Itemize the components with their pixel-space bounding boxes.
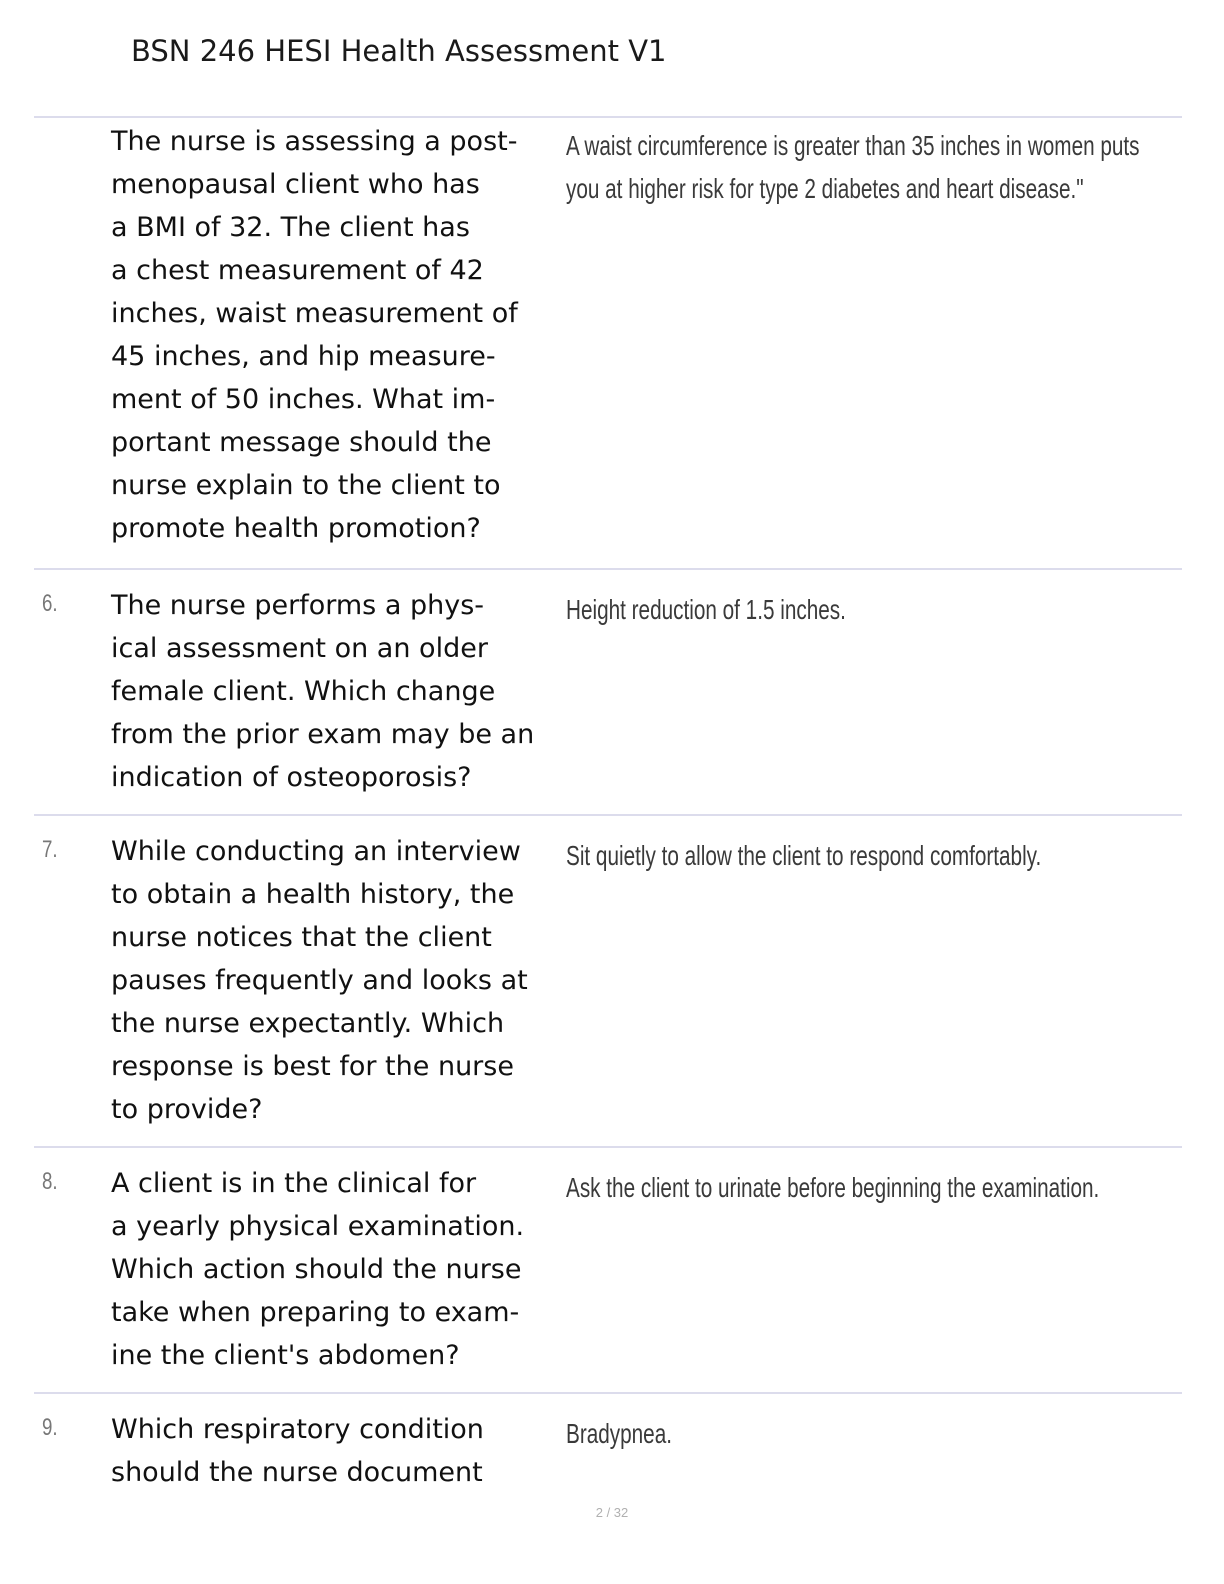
answer-text: Bradypnea.	[566, 1418, 672, 1449]
answer-text: Height reduction of 1.5 inches.	[566, 594, 846, 625]
question-number: 7.	[42, 836, 58, 863]
qa-row	[34, 814, 1182, 1146]
question-number: 8.	[42, 1168, 58, 1195]
qa-row	[34, 1146, 1182, 1392]
question-text: The nurse performs a phys- ical assessment on an older female client. Which change from the prior exam may be an indication of osteoporosis?	[111, 590, 535, 793]
qa-row	[34, 568, 1182, 814]
question-answer-table	[34, 116, 1182, 1552]
answer-text: A waist circumference is greater than 35 inches in women puts you at higher risk for type 2 diabetes and heart disease."	[566, 130, 1140, 204]
answer-text: Sit quietly to allow the client to respond comfortably.	[566, 840, 1042, 871]
question-text: Which respiratory condition should the nurse document	[111, 1414, 484, 1488]
question-number: 9.	[42, 1414, 58, 1441]
question-text: The nurse is assessing a post- menopausal client who has a BMI of 32. The client has a chest measurement of 42 inches, waist measurement of 45 inches, and hip measure- ment of 50 inches. What im- portant message should the nurse explain to the client to promote health promotion?	[111, 126, 518, 544]
question-text: While conducting an interview to obtain a health history, the nurse notices that the client pauses frequently and looks at the nurse expectantly. Which response is best for the nurse to provide?	[111, 836, 528, 1125]
document-title: BSN 246 HESI Health Assessment V1	[131, 34, 667, 68]
question-text: A client is in the clinical for a yearly physical examination. Which action should the nurse take when preparing to exam- ine the client's abdomen?	[111, 1168, 525, 1371]
question-number: 6.	[42, 590, 58, 617]
answer-text: Ask the client to urinate before beginning the examination.	[566, 1172, 1100, 1203]
page-indicator: 2 / 32	[595, 1505, 629, 1520]
qa-row	[34, 116, 1182, 568]
qa-row	[34, 1392, 1182, 1552]
